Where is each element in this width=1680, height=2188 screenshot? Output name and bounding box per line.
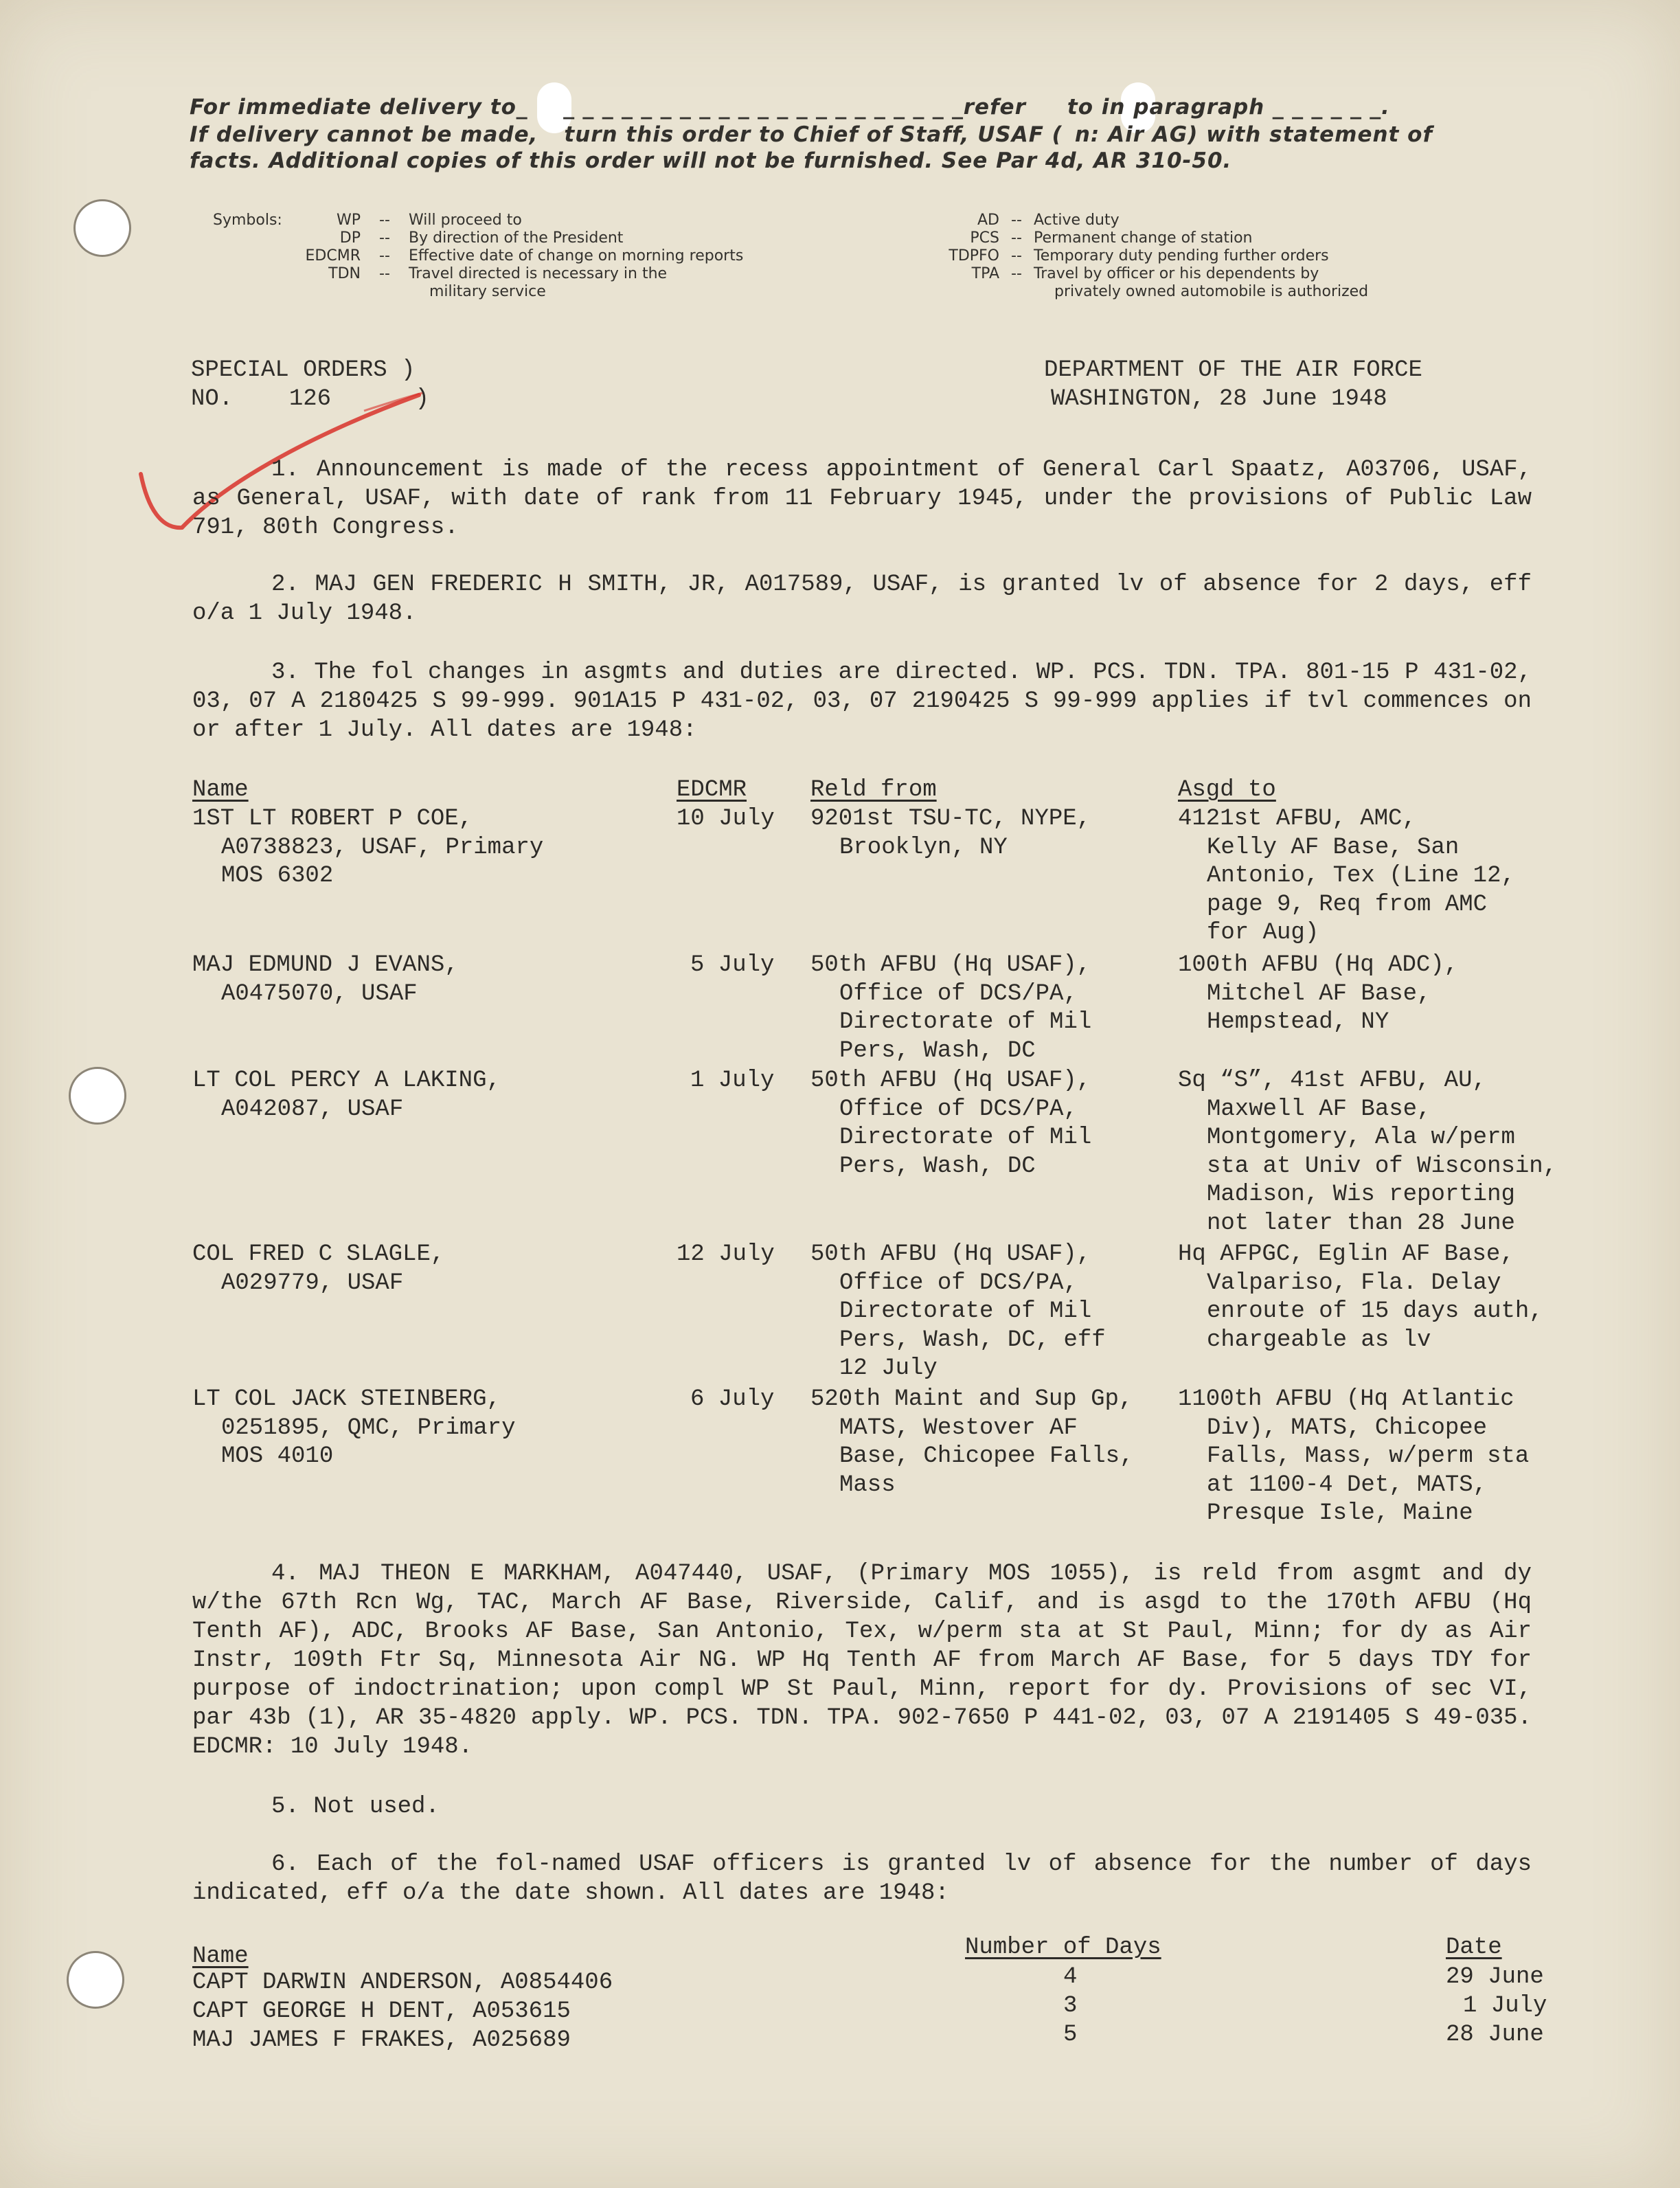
reld-line: 50th AFBU (Hq USAF), [810, 1241, 1091, 1267]
table-row [192, 1067, 501, 1124]
symbol-abbr: DP [339, 229, 361, 247]
punch-hole-bottom [67, 1951, 124, 2009]
header-line-3: facts. Additional copies of this order will not be furnished. See Par 4d, AR 310-50. [190, 148, 1232, 173]
asgd-line: Presque Isle, Maine [1207, 1500, 1473, 1526]
asgd-line: page 9, Req from AMC [1207, 891, 1488, 918]
officer-mos: MOS 6302 [221, 863, 334, 889]
officer-serial: 0251895, QMC, Primary [221, 1414, 516, 1441]
leave-days: 3 [1063, 1993, 1078, 2019]
reld-line: 50th AFBU (Hq USAF), [810, 1068, 1091, 1094]
symbol-abbr: AD [977, 212, 999, 229]
asgd-line: 1100th AFBU (Hq Atlantic [1178, 1386, 1514, 1412]
officer-mos: MOS 4010 [221, 1443, 334, 1469]
officer-name: LT COL PERCY A LAKING, [192, 1068, 501, 1094]
reld-line: Pers, Wash, DC, eff [839, 1327, 1106, 1353]
officer-name: 1ST LT ROBERT P COE, [192, 806, 473, 832]
header-paragraph-label: to in paragraph [1067, 95, 1265, 120]
leave-date: 28 June [1446, 2022, 1544, 2048]
edcmr-date: 5 July [690, 952, 775, 978]
reld-from [810, 1241, 1106, 1384]
reld-line: Office of DCS/PA, [839, 980, 1078, 1007]
asgd-line: Hq AFPGC, Eglin AF Base, [1178, 1241, 1514, 1267]
asgd-line: 4121st AFBU, AMC, [1178, 806, 1416, 832]
reld-line: Base, Chicopee Falls, [839, 1443, 1134, 1469]
asgd-to [1178, 951, 1458, 1037]
punch-hole-top [73, 199, 131, 257]
paragraph-5 [192, 1792, 1532, 1821]
header-refer-label: refer [963, 95, 1026, 120]
symbol-desc: military service [429, 283, 546, 300]
asgd-line: Hempstead, NY [1207, 1009, 1389, 1035]
symbol-desc: Active duty [1034, 212, 1120, 229]
symbol-abbr: TDN [328, 265, 361, 282]
leave-header-date: Date [1446, 1935, 1502, 1961]
asgd-line: at 1100-4 Det, MATS, [1207, 1471, 1488, 1498]
assignments-header-edcmr: EDCMR [677, 777, 747, 803]
paragraph-4 [192, 1559, 1532, 1761]
header-line-1: For immediate delivery to_ _ _ _ _ _ _ _ _ _ _ _ _ _ _ _ _ _ _ _ _ _refer to in paragraph _ _ _ _ _ _. [190, 95, 1390, 120]
table-row [192, 805, 543, 891]
paragraph-2 [192, 570, 1532, 628]
symbol-desc: By direction of the President [409, 229, 624, 247]
leave-date: 1 July [1463, 1993, 1547, 2019]
paragraph-2-text: 2. MAJ GEN FREDERIC H SMITH, JR, A017589, USAF, is granted lv of absence for 2 days, eff o/a 1 July 1948. [192, 572, 1532, 627]
symbol-desc: Travel directed is necessary in the [409, 265, 668, 282]
reld-line: 520th Maint and Sup Gp, [810, 1386, 1133, 1412]
reld-line: Office of DCS/PA, [839, 1096, 1078, 1123]
leave-days: 5 [1063, 2022, 1078, 2048]
reld-line: 12 July [839, 1355, 938, 1381]
asgd-line: Valpariso, Fla. Delay [1207, 1270, 1501, 1296]
asgd-line: Kelly AF Base, San [1207, 834, 1460, 861]
asgd-line: Falls, Mass, w/perm sta [1207, 1443, 1530, 1469]
reld-line: Pers, Wash, DC [839, 1153, 1036, 1180]
reld-from [810, 951, 1091, 1065]
asgd-line: 100th AFBU (Hq ADC), [1178, 952, 1459, 978]
table-row [192, 1386, 515, 1471]
reld-from [810, 1386, 1133, 1500]
reld-line: Pers, Wash, DC [839, 1037, 1036, 1064]
officer-name: LT COL JACK STEINBERG, [192, 1386, 501, 1412]
officer-name: COL FRED C SLAGLE, [192, 1241, 445, 1267]
reld-line: Office of DCS/PA, [839, 1270, 1078, 1296]
leave-name: CAPT DARWIN ANDERSON, A0854406 [192, 1970, 613, 1996]
symbol-desc: Effective date of change on morning reports [409, 247, 744, 264]
edcmr-date: 12 July [677, 1241, 775, 1267]
reld-from [810, 1067, 1091, 1181]
reld-line: Directorate of Mil [839, 1009, 1092, 1035]
leave-header-name: Name [192, 1943, 249, 1970]
asgd-line: for Aug) [1207, 920, 1319, 946]
asgd-line: Maxwell AF Base, [1207, 1096, 1431, 1123]
asgd-line: chargeable as lv [1207, 1327, 1431, 1353]
officer-serial: A0475070, USAF [221, 980, 418, 1007]
asgd-to [1178, 805, 1515, 948]
issue-location-date: WASHINGTON, 28 June 1948 [1051, 386, 1387, 412]
header-return-instruction: turn this order to Chief of Staff, USAF ( [564, 122, 1063, 147]
symbol-desc: Permanent change of station [1034, 229, 1253, 247]
assignments-header-reld: Reld from [810, 777, 937, 803]
symbol-abbr: TPA [971, 265, 999, 282]
assignments-header-name: Name [192, 777, 249, 803]
reld-line: Directorate of Mil [839, 1125, 1092, 1151]
reld-line: Brooklyn, NY [839, 834, 1008, 861]
asgd-to [1178, 1241, 1543, 1355]
officer-name: MAJ EDMUND J EVANS, [192, 952, 459, 978]
asgd-line: Div), MATS, Chicopee [1207, 1414, 1488, 1441]
symbol-desc: Travel by officer or his dependents by [1034, 265, 1319, 282]
department-title: DEPARTMENT OF THE AIR FORCE [1044, 357, 1422, 383]
symbols-legend-right: AD -- Active duty PCS -- Permanent change of station TDPFO -- Temporary duty pending further orders TPA -- Travel by officer or his dependents by privately owned automobile is authorized [913, 212, 1368, 301]
officer-serial: A029779, USAF [221, 1270, 404, 1296]
asgd-line: Mitchel AF Base, [1207, 980, 1431, 1007]
special-orders-number: NO. 126 ) [191, 386, 429, 412]
asgd-line: not later than 28 June [1207, 1210, 1515, 1237]
reld-line: 50th AFBU (Hq USAF), [810, 952, 1091, 978]
paragraph-4-text: 4. MAJ THEON E MARKHAM, A047440, USAF, (Primary MOS 1055), is reld from asgmt and dy w/the 67th Rcn Wg, TAC, March AF Base, Riverside, Calif, and is asgd to the 170th AFBU (Hq Tenth AF), ADC, Brooks AF Base, San Antonio, Tex, w/perm sta at St Paul, Minn; for dy as Air Instr, 109th Ftr Sq, Minnesota Air NG. WP Hq Tenth AF from March AF Base, for 5 days TDY for purpose of indoctrination; upon compl WP St Paul, Minn, report for dy. Provisions of sec VI, par 43b (1), AR 35-4820 apply. WP. PCS. TDN. TPA. 902-7650 P 441-02, 03, 07 A 2191405 S 49-035. EDCMR: 10 July 1948. [192, 1561, 1532, 1760]
header-delivery-failure: If delivery cannot be made, [190, 122, 538, 147]
reld-line: 9201st TSU-TC, NYPE, [810, 806, 1091, 832]
assignments-header-asgd: Asgd to [1178, 777, 1276, 803]
symbol-abbr: TDPFO [949, 247, 999, 264]
asgd-line: enroute of 15 days auth, [1207, 1298, 1543, 1324]
table-row [192, 951, 459, 1008]
asgd-line: Madison, Wis reporting [1207, 1182, 1515, 1208]
edcmr-date: 6 July [690, 1386, 775, 1412]
paragraph-5-text: 5. Not used. [271, 1794, 440, 1820]
reld-from [810, 805, 1091, 862]
symbols-label: Symbols: [213, 212, 282, 229]
asgd-to [1178, 1386, 1529, 1529]
symbol-desc: Will proceed to [409, 212, 522, 229]
officer-serial: A0738823, USAF, Primary [221, 834, 544, 861]
paragraph-1 [192, 455, 1532, 542]
paragraph-6-text: 6. Each of the fol-named USAF officers is granted lv of absence for the number of days indicated, eff o/a the date shown. All dates are 1948: [192, 1851, 1532, 1906]
paragraph-3-text: 3. The fol changes in asgmts and duties are directed. WP. PCS. TDN. TPA. 801-15 P 431-02, 03, 07 A 2180425 S 99-999. 901A15 P 431-02, 03, 07 2190425 S 99-999 applies if tvl commences on or after 1 July. All dates are 1948: [192, 659, 1532, 743]
paragraph-3 [192, 658, 1532, 745]
symbol-abbr: PCS [970, 229, 999, 247]
officer-serial: A042087, USAF [221, 1096, 404, 1123]
asgd-to [1178, 1067, 1557, 1238]
header-delivery-label: For immediate delivery to [190, 95, 517, 120]
leave-days: 4 [1063, 1964, 1078, 1990]
header-attention: n: Air AG) with statement of [1074, 122, 1433, 147]
edcmr-date: 10 July [677, 806, 775, 832]
paragraph-6 [192, 1850, 1532, 1908]
leave-date: 29 June [1446, 1964, 1544, 1990]
special-orders-title: SPECIAL ORDERS ) [191, 357, 416, 383]
reld-line: Mass [839, 1471, 896, 1498]
symbol-desc: privately owned automobile is authorized [1054, 283, 1369, 300]
punch-hole-middle [69, 1067, 126, 1125]
asgd-line: sta at Univ of Wisconsin, [1207, 1153, 1558, 1180]
leave-name: CAPT GEORGE H DENT, A053615 [192, 1998, 571, 2025]
symbol-desc: Temporary duty pending further orders [1034, 247, 1329, 264]
reld-line: Directorate of Mil [839, 1298, 1092, 1324]
symbol-abbr: WP [336, 212, 361, 229]
header-line-2 [190, 122, 1433, 147]
symbols-legend-left: Symbols: WP -- Will proceed to DP -- By direction of the President EDCMR -- Effective date of change on morning reports TDN -- Travel directed is necessary in the military service [213, 212, 744, 300]
leave-name: MAJ JAMES F FRAKES, A025689 [192, 2027, 571, 2053]
leave-header-days: Number of Days [965, 1935, 1161, 1961]
paragraph-1-text: 1. Announcement is made of the recess appointment of General Carl Spaatz, A03706, USAF, as General, USAF, with date of rank from 11 February 1945, under the provisions of Public Law 791, 80th Congress. [192, 457, 1532, 541]
asgd-line: Antonio, Tex (Line 12, [1207, 863, 1515, 889]
reld-line: MATS, Westover AF [839, 1414, 1078, 1441]
asgd-line: Sq “S”, 41st AFBU, AU, [1178, 1068, 1486, 1094]
table-row [192, 1241, 444, 1298]
asgd-line: Montgomery, Ala w/perm [1207, 1125, 1515, 1151]
symbol-abbr: EDCMR [305, 247, 361, 264]
edcmr-date: 1 July [690, 1068, 775, 1094]
